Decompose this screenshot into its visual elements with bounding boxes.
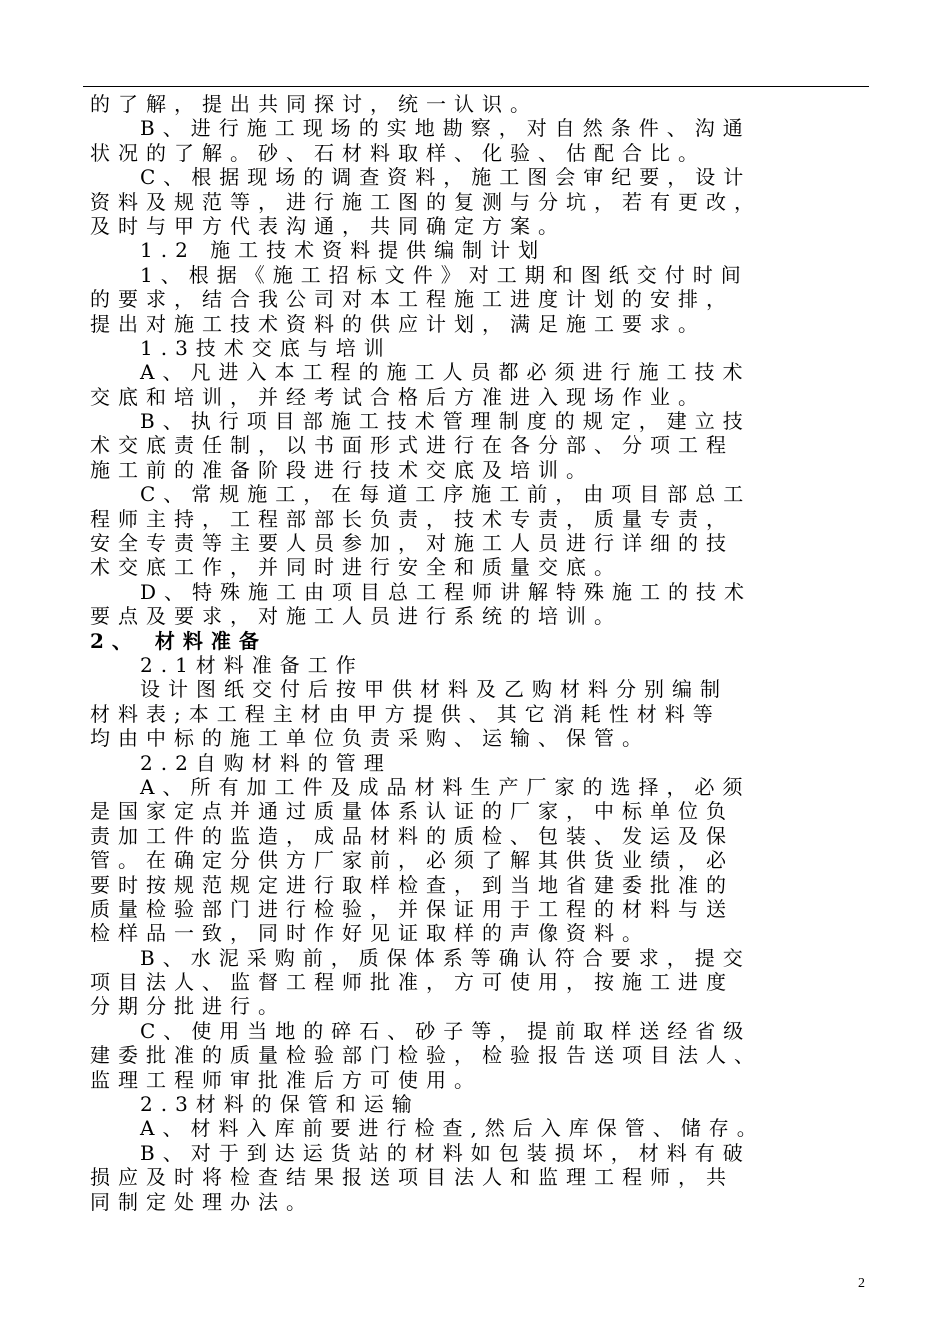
text-line: 均由中标的施工单位负责采购、运输、保管。	[90, 726, 650, 751]
text-line: 质量检验部门进行检验，并保证用于工程的材料与送	[90, 896, 734, 921]
header-rule	[83, 86, 869, 87]
text-line: B、水泥采购前，质保体系等确认符合要求，提交	[140, 945, 751, 970]
text-line: 责加工件的监造，成品材料的质检、包装、发运及保	[90, 823, 734, 848]
text-line: 要点及要求，对施工人员进行系统的培训。	[90, 604, 622, 629]
text-line: C、常规施工，在每道工序施工前，由项目部总工	[140, 482, 752, 507]
text-line: 是国家定点并通过质量体系认证的厂家，中标单位负	[90, 799, 734, 824]
text-line: 施工前的准备阶段进行技术交底及培训。	[90, 457, 594, 482]
document-body	[90, 92, 850, 1214]
text-line: 1.3技术交底与培训	[140, 335, 392, 360]
text-line: A、凡进入本工程的施工人员都必须进行施工技术	[140, 360, 751, 385]
text-line: 管。在确定分供方厂家前，必须了解其供货业绩，必	[90, 848, 734, 873]
text-line: 建委批准的质量检验部门检验，检验报告送项目法人、	[90, 1043, 762, 1068]
section-heading: 2、 材料准备	[90, 628, 267, 653]
text-line: 2.1材料准备工作	[140, 652, 364, 677]
text-line: D、特殊施工由项目总工程师讲解特殊施工的技术	[140, 579, 753, 604]
text-line: 提出对施工技术资料的供应计划，满足施工要求。	[90, 311, 706, 336]
text-line: 的了解，提出共同探讨，统一认识。	[90, 92, 538, 116]
text-line: 1.2 施工技术资料提供编制计划	[140, 238, 547, 263]
text-line: 术交底工作，并同时进行安全和质量交底。	[90, 555, 622, 580]
text-line: B、执行项目部施工技术管理制度的规定，建立技	[140, 409, 751, 434]
text-line: C、根据现场的调查资料，施工图会审纪要，设计	[140, 165, 752, 190]
text-line: 检样品一致，同时作好见证取样的声像资料。	[90, 921, 650, 946]
text-line: A、材料入库前要进行检查,然后入库保管、储存。	[140, 1116, 765, 1141]
text-line: 术交底责任制，以书面形式进行在各分部、分项工程	[90, 433, 734, 458]
text-line: 材料表;本工程主材由甲方提供、其它消耗性材料等	[90, 701, 721, 726]
text-line: 及时与甲方代表沟通，共同确定方案。	[90, 213, 566, 238]
text-line: 同制定处理办法。	[90, 1189, 314, 1214]
text-line: 1、根据《施工招标文件》对工期和图纸交付时间	[140, 262, 749, 287]
text-line: 损应及时将检查结果报送项目法人和监理工程师，共	[90, 1165, 734, 1190]
text-line: 项目法人、监督工程师批准，方可使用，按施工进度	[90, 970, 734, 995]
text-line: B、对于到达运货站的材料如包装损坏，材料有破	[140, 1140, 751, 1165]
text-line: 2.2自购材料的管理	[140, 750, 392, 775]
text-line: 监理工程师审批准后方可使用。	[90, 1067, 482, 1092]
page-number: 2	[858, 1276, 865, 1291]
text-line: B、进行施工现场的实地勘察，对自然条件、沟通	[140, 116, 751, 141]
text-line: 要时按规范规定进行取样检查，到当地省建委批准的	[90, 872, 734, 897]
text-line: 安全专责等主要人员参加，对施工人员进行详细的技	[90, 531, 734, 556]
text-line: 资料及规范等，进行施工图的复测与分坑，若有更改，	[90, 189, 762, 214]
text-line: 程师主持，工程部部长负责，技术专责，质量专责，	[90, 506, 734, 531]
text-line: 状况的了解。砂、石材料取样、化验、估配合比。	[90, 140, 706, 165]
text-line: 2.3材料的保管和运输	[140, 1092, 420, 1117]
text-line: A、所有加工件及成品材料生产厂家的选择，必须	[140, 774, 751, 799]
text-line: 分期分批进行。	[90, 994, 286, 1019]
text-line: 交底和培训，并经考试合格后方准进入现场作业。	[90, 384, 706, 409]
text-line: 设计图纸交付后按甲供材料及乙购材料分别编制	[140, 677, 728, 702]
text-line: 的要求，结合我公司对本工程施工进度计划的安排，	[90, 287, 734, 312]
text-line: C、使用当地的碎石、砂子等，提前取样送经省级	[140, 1018, 752, 1043]
